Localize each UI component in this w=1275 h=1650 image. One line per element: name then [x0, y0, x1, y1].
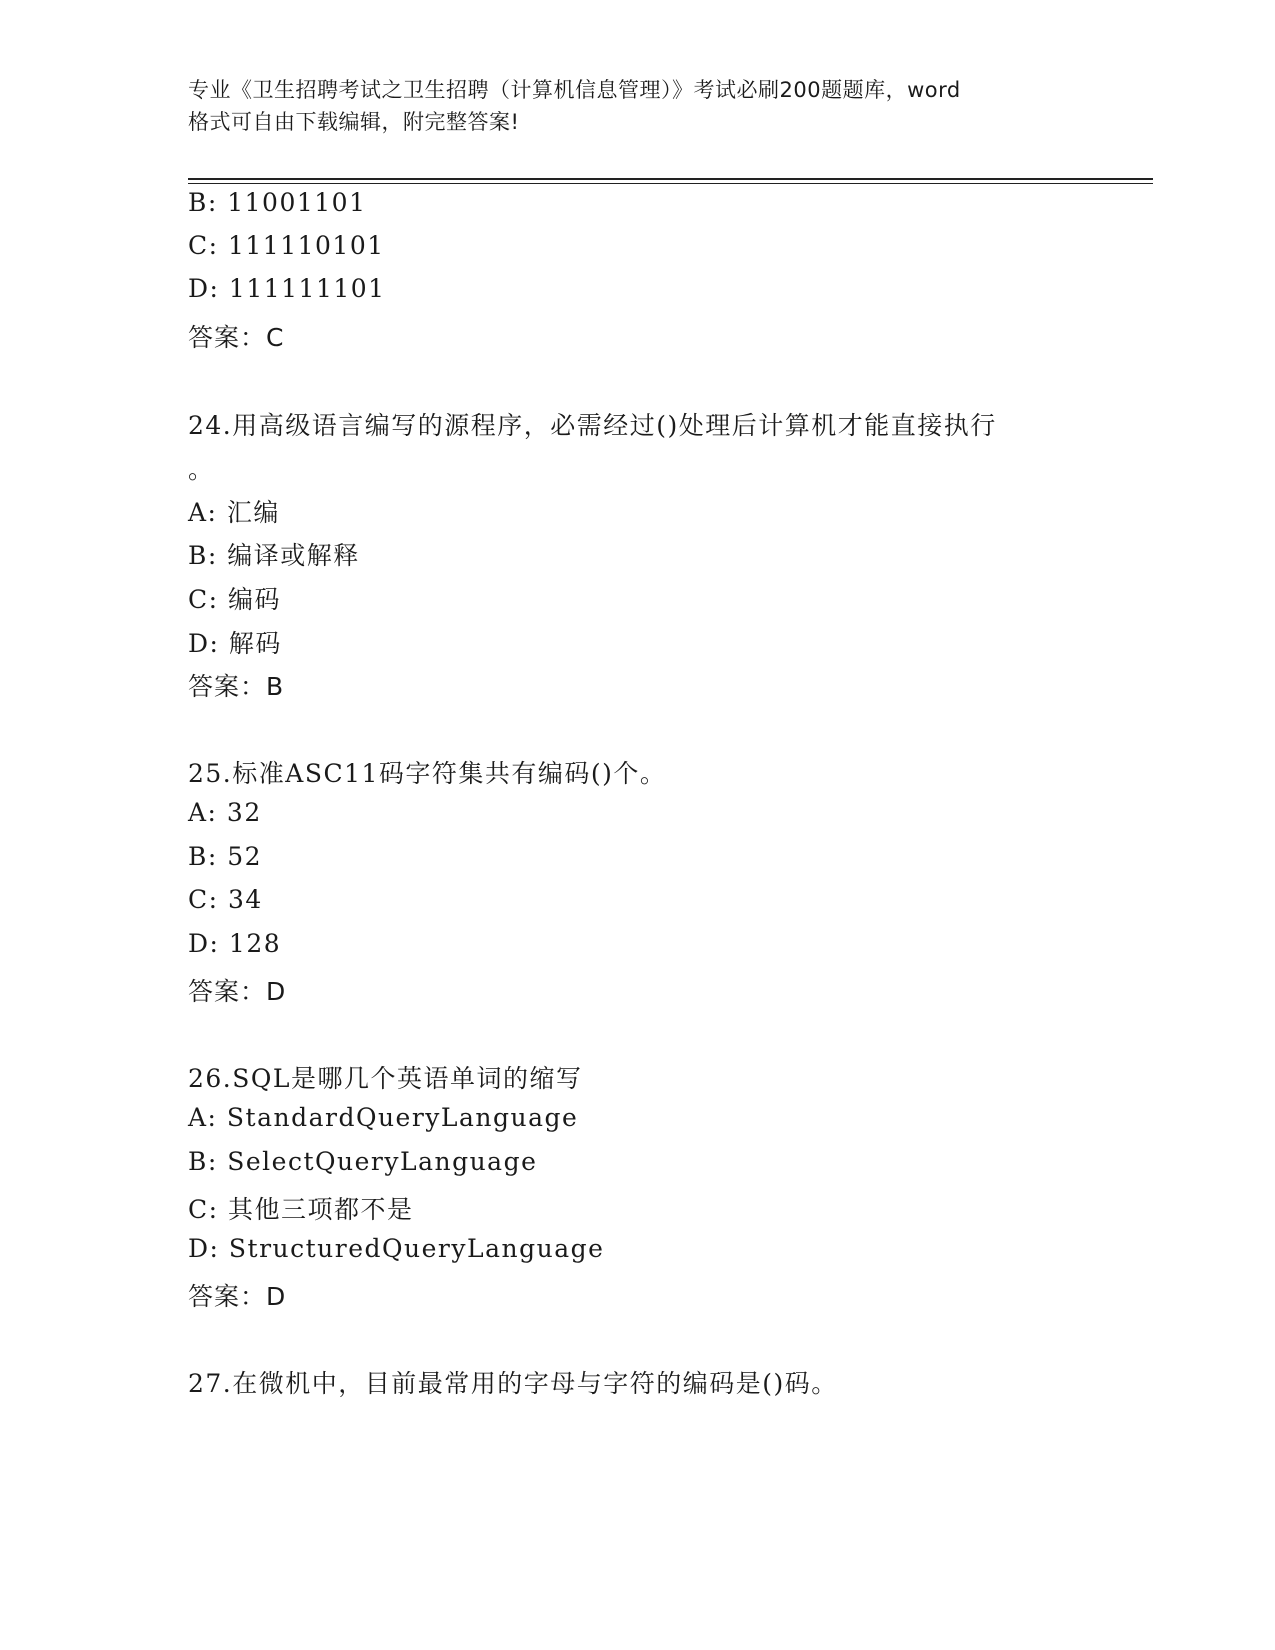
question-stem-continued: 。	[188, 455, 215, 484]
option-a: A: 32	[188, 798, 262, 827]
option-c: C: 编码	[188, 585, 281, 614]
header-divider-thin	[188, 183, 1153, 184]
option-d: D: 128	[188, 929, 282, 958]
answer: 答案：B	[188, 672, 285, 701]
option-b: B: 11001101	[188, 188, 367, 217]
header-divider-thick	[188, 178, 1153, 180]
question-stem: 26.SQL是哪几个英语单词的缩写	[188, 1064, 583, 1093]
option-c: C: 111110101	[188, 231, 385, 260]
option-a: A: StandardQueryLanguage	[188, 1103, 579, 1132]
header-line-2: 格式可自由下载编辑，附完整答案!	[188, 110, 520, 134]
question-stem: 25.标准ASC11码字符集共有编码()个。	[188, 759, 667, 788]
option-d: D: 解码	[188, 629, 282, 658]
question-stem: 24.用高级语言编写的源程序，必需经过()处理后计算机才能直接执行	[188, 411, 997, 440]
page-header	[188, 74, 1088, 138]
option-b: B: 52	[188, 842, 263, 871]
option-a: A: 汇编	[188, 498, 280, 527]
option-d: D: StructuredQueryLanguage	[188, 1234, 605, 1263]
option-c: C: 其他三项都不是	[188, 1195, 414, 1224]
question-stem: 27.在微机中，目前最常用的字母与字符的编码是()码。	[188, 1369, 838, 1398]
header-line-1: 专业《卫生招聘考试之卫生招聘（计算机信息管理）》考试必刷200题题库，word	[188, 78, 961, 102]
option-b: B: 编译或解释	[188, 541, 360, 570]
option-d: D: 111111101	[188, 274, 386, 303]
option-b: B: SelectQueryLanguage	[188, 1147, 538, 1176]
answer: 答案：D	[188, 1282, 287, 1311]
option-c: C: 34	[188, 885, 263, 914]
answer: 答案：D	[188, 977, 287, 1006]
answer: 答案：C	[188, 323, 285, 352]
